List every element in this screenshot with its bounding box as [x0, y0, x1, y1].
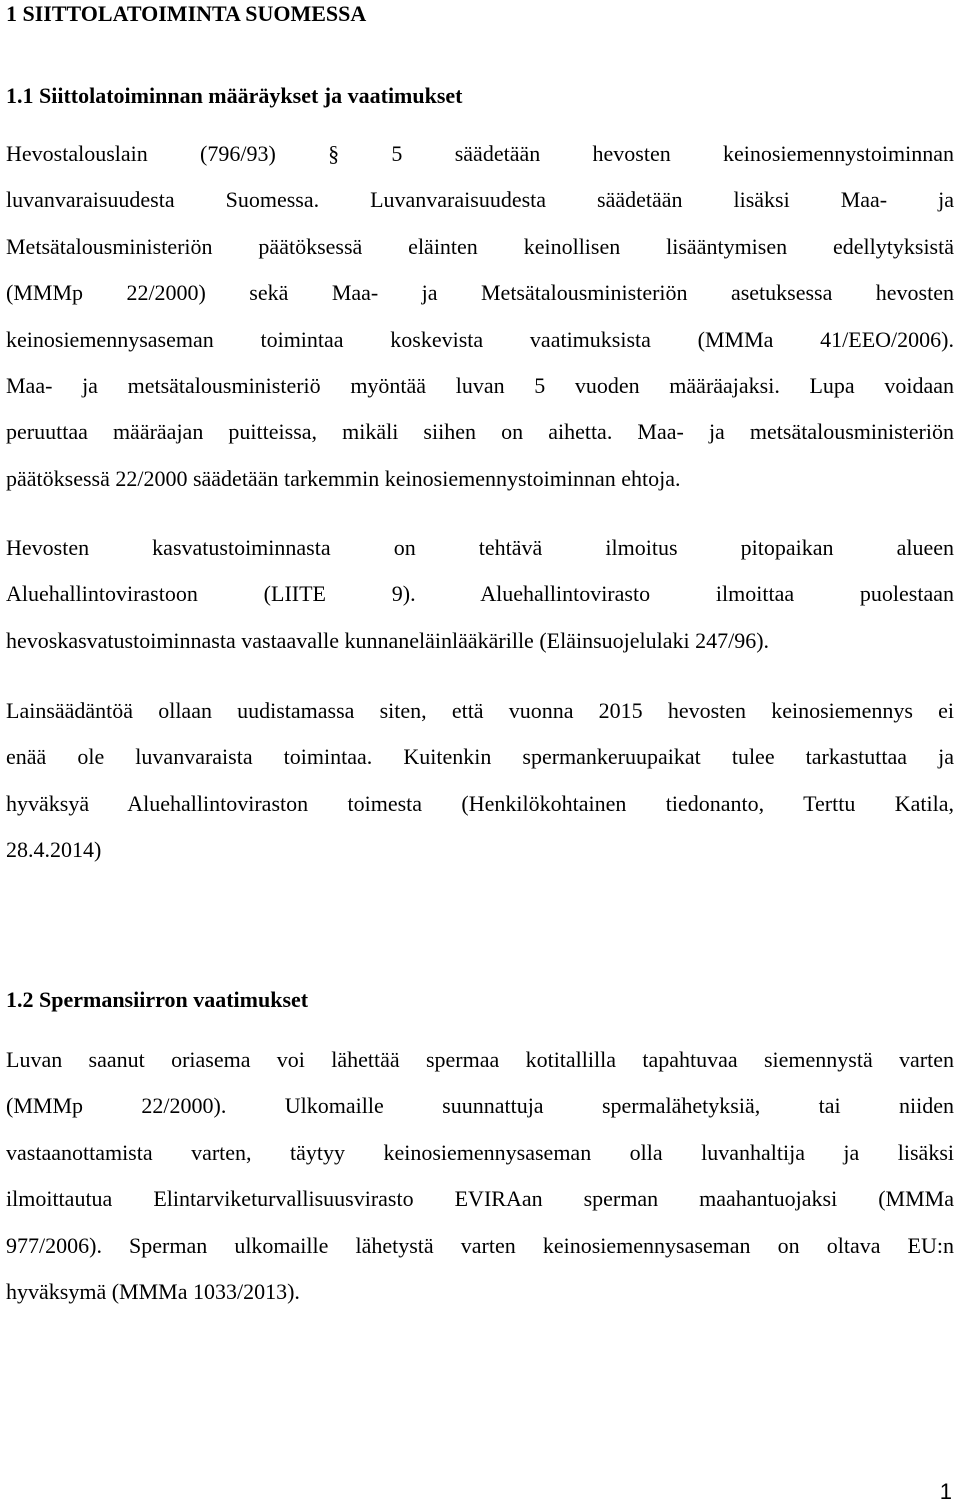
- text-line: 28.4.2014): [6, 837, 102, 863]
- text-line: ilmoittautua Elintarviketurvallisuusvirasto EVIRAan sperman maahantuojaksi (MMMa: [6, 1186, 954, 1212]
- text-line: Hevosten kasvatustoiminnasta on tehtävä ilmoitus pitopaikan alueen: [6, 535, 954, 560]
- paragraph-reform: [6, 688, 954, 874]
- text-line: Hevostalouslain (796/93) § 5 säädetään hevosten keinosiemennystoiminnan: [6, 141, 954, 166]
- text-line: hyväksymä (MMMa 1033/2013).: [6, 1278, 300, 1304]
- text-line: hyväksyä Aluehallintoviraston toimesta (Henkilökohtainen tiedonanto, Terttu Katila,: [6, 790, 954, 816]
- text-line: hevoskasvatustoiminnasta vastaavalle kunnaneläinlääkärille (Eläinsuojelulaki 247/96).: [6, 627, 770, 653]
- paragraph-notification: [6, 525, 954, 664]
- section-heading-1-2: 1.2 Spermansiirron vaatimukset: [6, 987, 309, 1012]
- page-number: 1: [939, 1479, 952, 1504]
- text-line: Luvan saanut oriasema voi lähettää spermaa kotitallilla tapahtuvaa siemennystä varten: [6, 1047, 954, 1072]
- text-line: päätöksessä 22/2000 säädetään tarkemmin keinosiemennystoiminnan ehtoja.: [6, 465, 681, 491]
- text-line: Lainsäädäntöä ollaan uudistamassa siten, että vuonna 2015 hevosten keinosiemennys ei: [6, 698, 954, 723]
- section-heading-1-1: 1.1 Siittolatoiminnan määräykset ja vaatimukset: [6, 83, 463, 108]
- text-line: (MMMp 22/2000). Ulkomaille suunnattuja spermalähetyksiä, tai niiden: [6, 1093, 954, 1119]
- text-line: vastaanottamista varten, täytyy keinosiemennysaseman olla luvanhaltija ja lisäksi: [6, 1139, 954, 1165]
- paragraph-legislation: [6, 131, 954, 502]
- text-line: peruuttaa määräajan puitteissa, mikäli siihen on aihetta. Maa- ja metsätalousministeriön: [6, 419, 954, 445]
- text-line: Maa- ja metsätalousministeriö myöntää luvan 5 vuoden määräajaksi. Lupa voidaan: [6, 372, 954, 398]
- chapter-heading: 1 SIITTOLATOIMINTA SUOMESSA: [6, 1, 367, 26]
- text-line: Aluehallintovirastoon (LIITE 9). Aluehallintovirasto ilmoittaa puolestaan: [6, 581, 954, 607]
- text-line: luvanvaraisuudesta Suomessa. Luvanvaraisuudesta säädetään lisäksi Maa- ja: [6, 187, 954, 213]
- text-line: (MMMp 22/2000) sekä Maa- ja Metsätalousministeriön asetuksessa hevosten: [6, 280, 954, 306]
- text-line: Metsätalousministeriön päätöksessä eläinten keinollisen lisääntymisen edellytyksistä: [6, 233, 954, 259]
- text-line: keinosiemennysaseman toimintaa koskevista vaatimuksista (MMMa 41/EEO/2006).: [6, 326, 954, 352]
- text-line: 977/2006). Sperman ulkomaille lähetystä varten keinosiemennysaseman on oltava EU:n: [6, 1232, 954, 1258]
- paragraph-semen-transfer: [6, 1037, 954, 1315]
- text-line: enää ole luvanvaraista toimintaa. Kuitenkin spermankeruupaikat tulee tarkastuttaa ja: [6, 744, 954, 770]
